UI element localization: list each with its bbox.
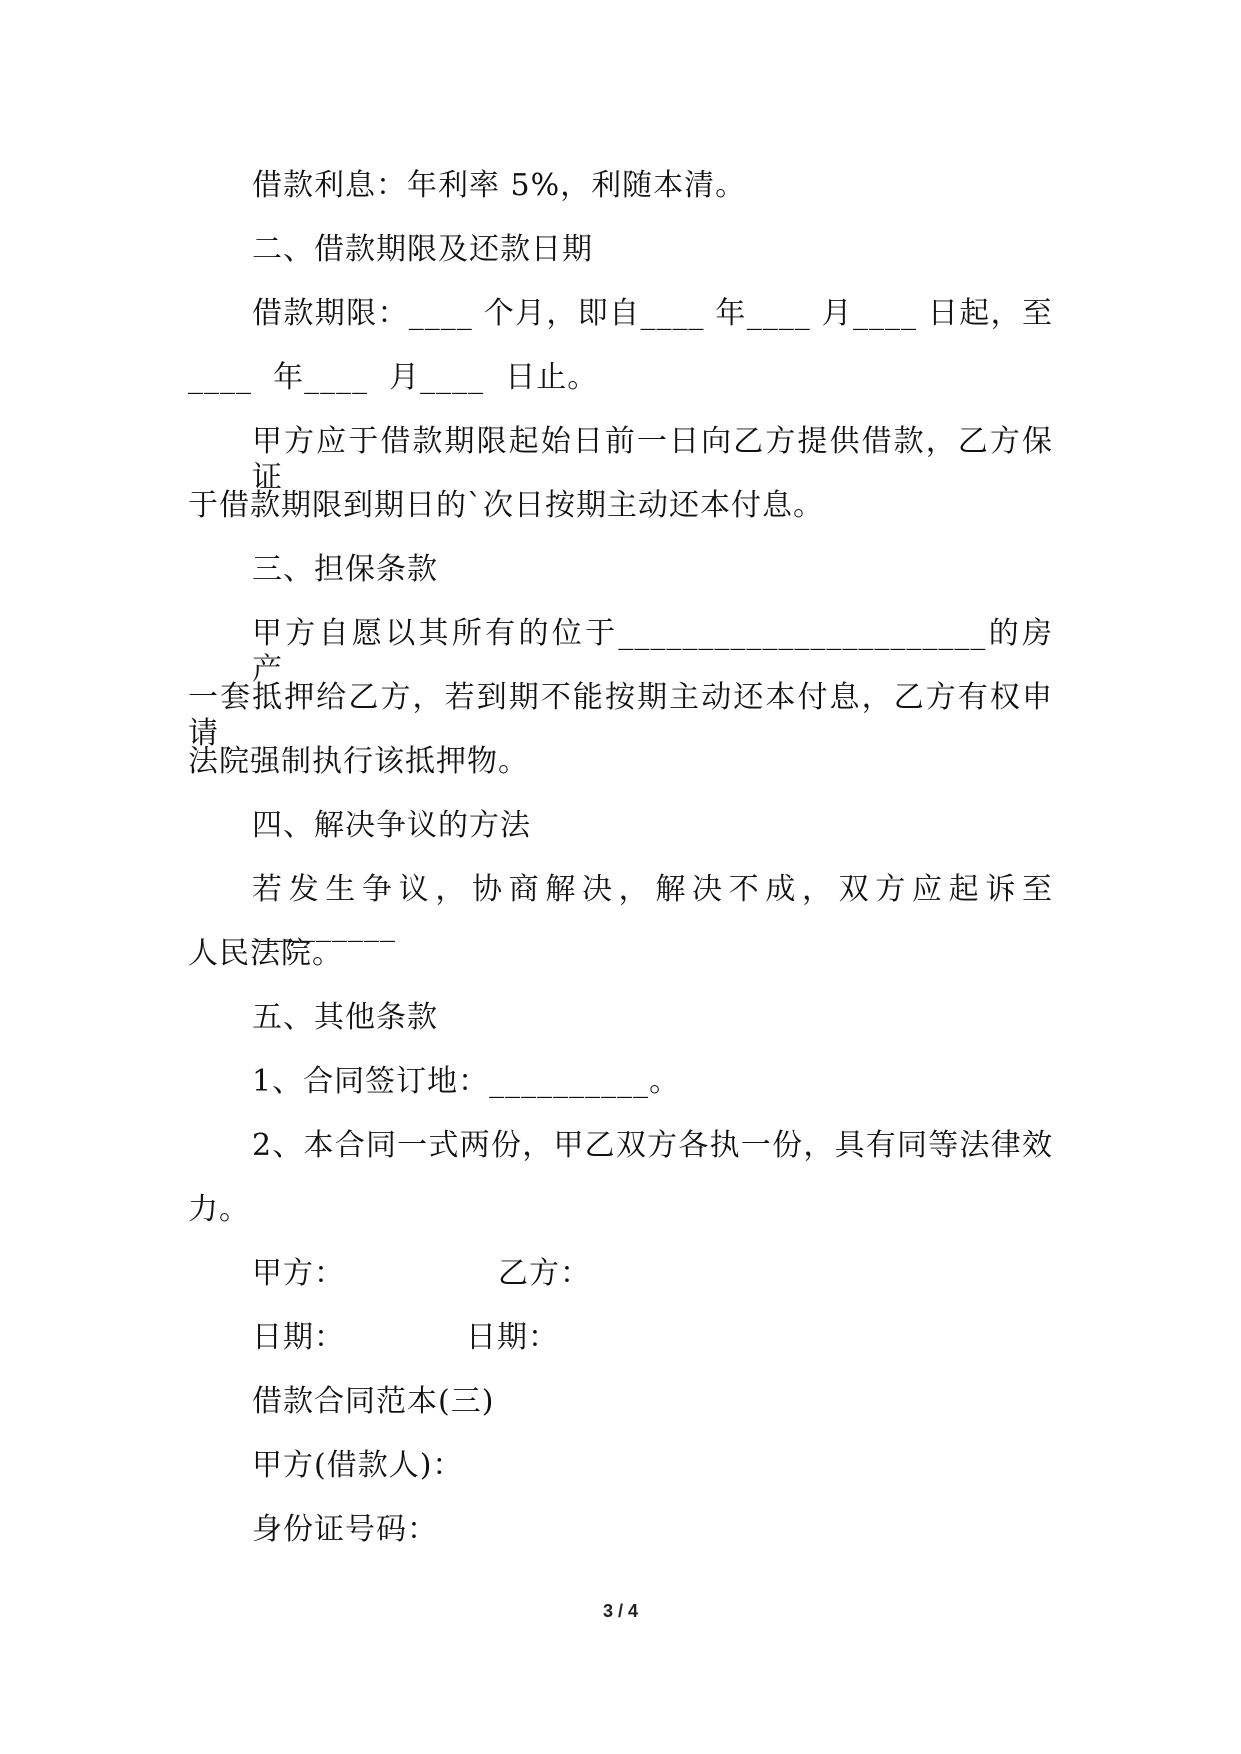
copies-clause-line-1: 2、本合同一式两份，甲乙双方各执一份，具有同等法律效 (252, 1128, 1053, 1163)
section-heading-other: 五、其他条款 (252, 1000, 438, 1035)
borrower-label: 甲方(借款人)： (252, 1448, 464, 1483)
obligation-clause-line-2: 于借款期限到期日的`次日按期主动还本付息。 (188, 488, 824, 523)
guarantee-clause-line-2: 一套抵押给乙方，若到期不能按期主动还本付息，乙方有权申请 (188, 680, 1053, 751)
obligation-clause-line-1: 甲方应于借款期限起始日前一日向乙方提供借款，乙方保证 (252, 424, 1053, 495)
id-number-label: 身份证号码： (252, 1512, 438, 1547)
term-clause-line-2: ____ 年____ 月____ 日止。 (188, 360, 599, 395)
party-b-signature-label: 乙方： (498, 1256, 591, 1291)
dispute-clause-line-1: 若发生争议，协商解决，解决不成，双方应起诉至_________ (252, 872, 1053, 943)
guarantee-clause-line-3: 法院强制执行该抵押物。 (188, 744, 529, 779)
section-heading-guarantee: 三、担保条款 (252, 552, 438, 587)
party-a-signature-label: 甲方： (252, 1256, 345, 1291)
party-b-date-label: 日期： (466, 1320, 559, 1355)
page-number: 3 / 4 (602, 1601, 639, 1621)
interest-clause: 借款利息：年利率 5%，利随本清。 (252, 168, 747, 203)
signing-place-clause: 1、合同签订地：__________。 (252, 1064, 681, 1099)
term-clause-line-1: 借款期限：____ 个月，即自____ 年____ 月____ 日起，至 (252, 296, 1053, 331)
copies-clause-line-2: 力。 (188, 1192, 250, 1227)
party-a-date-label: 日期： (252, 1320, 345, 1355)
section-heading-dispute: 四、解决争议的方法 (252, 808, 531, 843)
section-heading-term: 二、借款期限及还款日期 (252, 232, 593, 267)
template-three-title: 借款合同范本(三) (252, 1384, 495, 1419)
dispute-clause-line-2: 人民法院。 (188, 936, 343, 971)
guarantee-clause-line-1: 甲方自愿以其所有的位于_______________________的房产 (252, 616, 1053, 687)
